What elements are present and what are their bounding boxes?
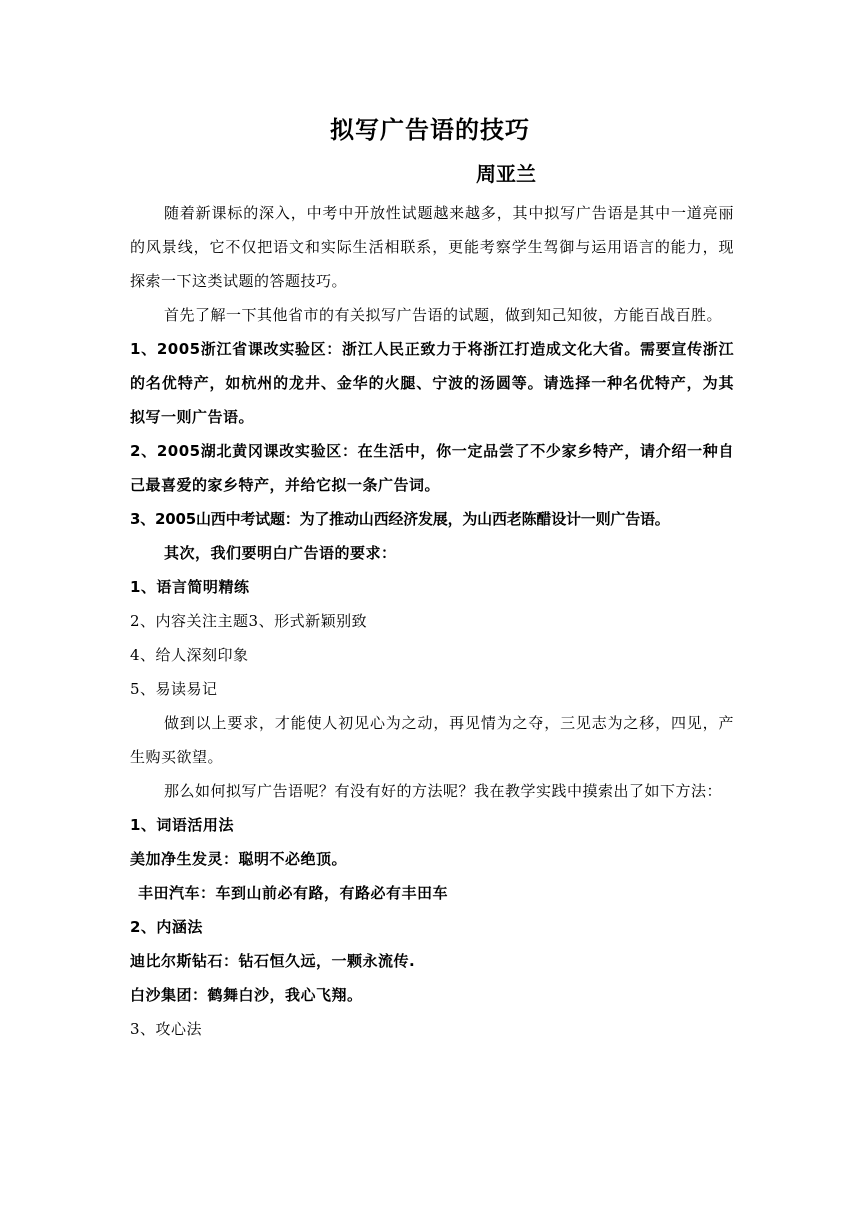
requirement-5: 5、易读易记 — [130, 680, 218, 698]
requirement-4: 4、给人深刻印象 — [130, 646, 249, 664]
paragraph-how: 那么如何拟写广告语呢？有没有好的方法呢？我在教学实践中摸索出了如下方法： — [164, 782, 723, 800]
method-1-example-2: 丰田汽车：车到山前必有路，有路必有丰田车 — [138, 884, 449, 902]
method-3-heading: 3、攻心法 — [130, 1020, 203, 1038]
requirement-2: 2、内容关注主题3、形式新颖别致 — [130, 612, 368, 630]
paragraph-intro: 随着新课标的深入，中考中开放性试题越来越多，其中拟写广告语是其中一道亮丽的风景线，它不仅把语文和实际生活相联系，更能考察学生驾御与运用语言的能力，现探索一下这类试题的答题技巧。 — [130, 204, 734, 290]
method-1-example-1: 美加净生发灵：聪明不必绝顶。 — [130, 850, 348, 868]
method-2-example-2: 白沙集团：鹤舞白沙，我心飞翔。 — [130, 986, 363, 1004]
paragraph-second: 其次，我们要明白广告语的要求： — [164, 544, 397, 562]
document-body — [130, 196, 734, 1046]
question-1: 1、2005浙江省课改实验区：浙江人民正致力于将浙江打造成文化大省。需要宣传浙江的名优特产，如杭州的龙井、金华的火腿、宁波的汤圆等。请选择一种名优特产，为其拟写一则广告语。 — [130, 340, 734, 426]
paragraph-first: 首先了解一下其他省市的有关拟写广告语的试题，做到知己知彼，方能百战百胜。 — [164, 306, 723, 324]
method-2-example-1: 迪比尔斯钻石：钻石恒久远，一颗永流传. — [130, 952, 416, 970]
method-1-heading: 1、词语活用法 — [130, 816, 234, 834]
question-3: 3、2005山西中考试题：为了推动山西经济发展，为山西老陈醋设计一则广告语。 — [130, 510, 670, 528]
question-2: 2、2005湖北黄冈课改实验区：在生活中，你一定品尝了不少家乡特产，请介绍一种自己最喜爱的家乡特产，并给它拟一条广告词。 — [130, 442, 734, 494]
paragraph-effect: 做到以上要求，才能使人初见心为之动，再见情为之夺，三见志为之移，四见，产生购买欲望。 — [130, 714, 734, 766]
method-2-heading: 2、内涵法 — [130, 918, 203, 936]
page-title: 拟写广告语的技巧 — [330, 116, 530, 144]
requirement-1: 1、语言简明精练 — [130, 578, 250, 596]
author-name: 周亚兰 — [476, 162, 536, 186]
